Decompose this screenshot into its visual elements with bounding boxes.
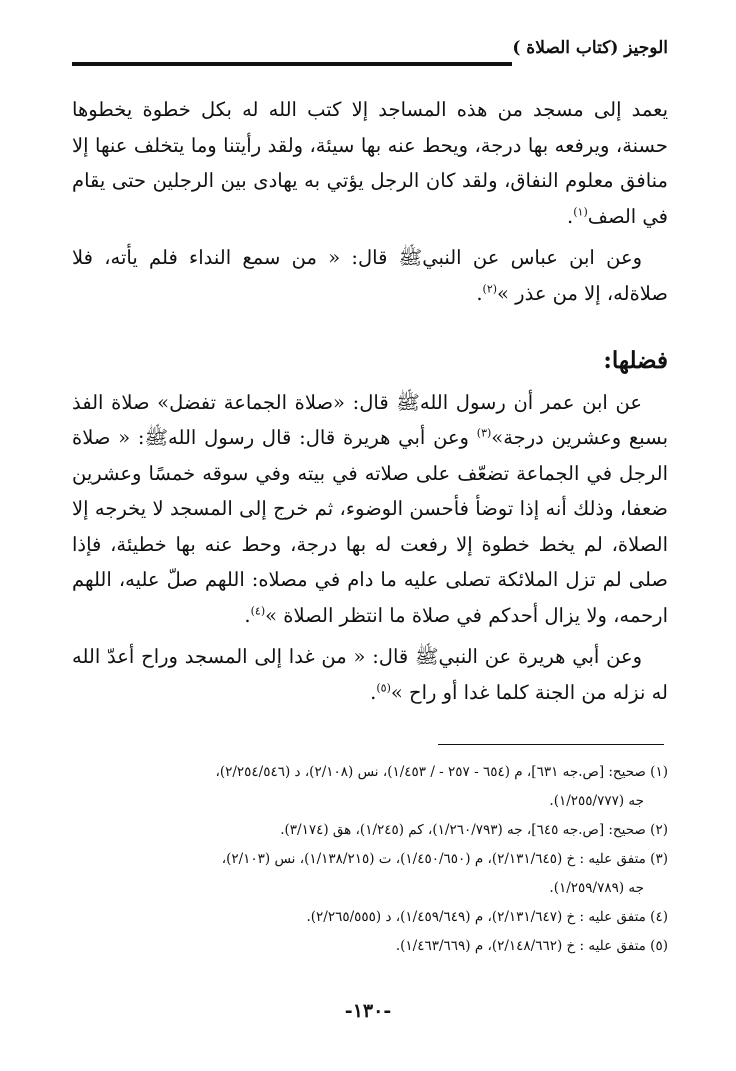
paragraph-3a-text: عن ابن عمر أن رسول اللهﷺ قال: «صلاة الجماعة تفضل» صلاة الفذ بسبع وعشرين درجة» xyxy=(72,390,668,449)
footnote-ref-1: (١) xyxy=(573,205,588,218)
footnote-3: (٣) متفق عليه : خ (٢/١٣١/٦٤٥)، م (١/٤٥٠/٦٥٠)، ت (١/١٣٨/٢١٥)، نس (٢/١٠٣)، xyxy=(221,851,668,867)
footnotes xyxy=(72,758,668,961)
footnote-ref-2: (٢) xyxy=(482,282,498,295)
paragraph-1-text: يعمد إلى مسجد من هذه المساجد إلا كتب الله له بكل خطوة يخطوها حسنة، ويرفعه بها درجة، ويحط عنه بها سيئة، ولقد رأيتنا وما يتخلف عنها إلا منافق معلوم النفاق، ولقد كان الرجل يؤتي به يهادى بين الرجلين حتى يقام في الصف xyxy=(72,98,668,228)
paragraph-3b-text: وعن أبي هريرة قال: قال رسول اللهﷺ: « صلاة الرجل في الجماعة تضعّف على صلاته في بيته وفي سوقه خمسًا وعشرين ضعفا، وذلك أنه إذا توضأ فأحسن الوضوء، ثم خرج إلى المسجد لا يخرجه إلا الصلاة، لم يخط خطوة إلا رفعت له بها درجة، وحط عنه بها خطيئة، فإذا صلى لم تزل الملائكة تصلى عليه ما دام في مصلاه: اللهم صلّ عليه، اللهم ارحمه، ولا يزال أحدكم في صلاة ما انتظر الصلاة » xyxy=(72,426,668,627)
paragraph-3: عن ابن عمر أن رسول اللهﷺ قال: «صلاة الجماعة تفضل» صلاة الفذ بسبع وعشرين درجة»$^{(٣)}$ وعن أبي هريرة قال: قال رسول اللهﷺ: « صلاة الرجل في الجماعة تضعّف على صلاته في بيته وفي سوقه خمسًا وعشرين ضعفا، وذلك أنه إذا توضأ فأحسن الوضوء، ثم خرج إلى المسجد لا يخرجه إلا الصلاة، لم يخط خطوة إلا رفعت له بها درجة، وحط عنه بها خطيئة، فإذا صلى لم تزل الملائكة تصلى عليه ما دام في مصلاه: اللهم صلّ عليه، اللهم ارحمه، ولا يزال أحدكم في صلاة ما انتظر الصلاة »$^{(٤)}$. xyxy=(72,390,668,627)
footnote-4: (٤) متفق عليه : خ (٢/١٣١/٦٤٧)، م (١/٤٥٩/٦٤٩)، د (٢/٢٦٥/٥٥٥). xyxy=(306,909,668,925)
footnote-ref-3: (٣) xyxy=(476,426,492,440)
paragraph-4-text: وعن أبي هريرة عن النبيﷺ قال: « من غدا إلى المسجد وراح أعدّ الله له نزله من الجنة كلما غدا أو راح » xyxy=(72,645,668,704)
main-text xyxy=(72,92,668,710)
footnote-ref-4: (٤) xyxy=(250,604,266,617)
running-title: الوجيز (كتاب الصلاة ) xyxy=(512,38,668,58)
page-number: -١٣٠- xyxy=(344,1000,392,1022)
paragraph-2-text: وعن ابن عباس عن النبيﷺ قال: « من سمع النداء فلم يأته، فلا صلاةله، إلا من عذر » xyxy=(72,246,668,305)
section-heading: فضلها: xyxy=(603,347,668,374)
footnote-ref-5: (٥) xyxy=(376,681,391,694)
header-rule xyxy=(72,62,512,66)
paragraph-4: وعن أبي هريرة عن النبيﷺ قال: « من غدا إلى المسجد وراح أعدّ الله له نزله من الجنة كلما غدا أو راح »$^{(٥)}$. xyxy=(72,645,668,704)
footnote-1: (١) صحيح: [ص.جه ٦٣١]، م (٦٥٤ - ٢٥٧ - / ١/٤٥٣)، نس (٢/١٠٨)، د (٢/٢٥٤/٥٤٦)، xyxy=(215,764,668,780)
footnote-separator xyxy=(438,744,664,745)
page-header xyxy=(72,38,668,68)
footnote-3-continuation: جه (١/٢٥٩/٧٨٩). xyxy=(549,880,644,896)
footnote-2: (٢) صحيح: [ص.جه ٦٤٥]، جه (١/٢٦٠/٧٩٣)، كم (١/٢٤٥)، هق (٣/١٧٤). xyxy=(280,822,668,838)
footnote-1-continuation: جه (١/٢٥٥/٧٧٧). xyxy=(549,793,644,809)
paragraph-2: وعن ابن عباس عن النبيﷺ قال: « من سمع النداء فلم يأته، فلا صلاةله، إلا من عذر »$^{(٢)}$. xyxy=(72,246,668,305)
footnote-5: (٥) متفق عليه : خ (٢/١٤٨/٦٦٢)، م (١/٤٦٣/٦٦٩). xyxy=(395,938,668,954)
paragraph-1: يعمد إلى مسجد من هذه المساجد إلا كتب الله له بكل خطوة يخطوها حسنة، ويرفعه بها درجة، ويحط عنه بها سيئة، ولقد رأيتنا وما يتخلف عنها إلا منافق معلوم النفاق، ولقد كان الرجل يؤتي به يهادى بين الرجلين حتى يقام في الصف$^{(١)}$. xyxy=(72,98,668,228)
